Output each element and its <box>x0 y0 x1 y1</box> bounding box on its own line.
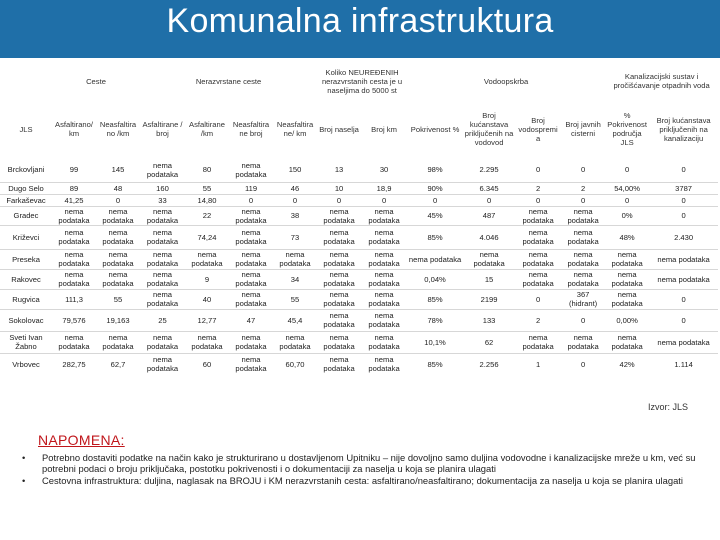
empty-header-cell <box>0 62 52 100</box>
table-cell: 2 <box>515 309 561 331</box>
table-cell: 0 <box>229 194 273 206</box>
table-cell: nema podataka <box>229 289 273 309</box>
table-cell: 10,1% <box>407 331 463 353</box>
table-row <box>0 353 718 375</box>
row-jls-name: Sveti Ivan Žabno <box>0 331 52 353</box>
table-cell: 367 (hidrant) <box>561 289 605 309</box>
table-cell: 90% <box>407 182 463 194</box>
row-jls-name: Rakovec <box>0 269 52 289</box>
table-cell: 33 <box>140 194 185 206</box>
table-cell: 111,3 <box>52 289 96 309</box>
table-cell: nema podataka <box>649 269 718 289</box>
table-cell: nema podataka <box>96 269 140 289</box>
table-cell: nema podataka <box>52 249 96 269</box>
table-cell: nema podataka <box>140 206 185 225</box>
table-cell: nema podataka <box>515 225 561 249</box>
col-neasfaltirane-km: Neasfaltira ne/ km <box>276 120 314 138</box>
table-cell: 18,9 <box>361 182 407 194</box>
table-cell: 48% <box>605 225 649 249</box>
table-cell: 0,04% <box>407 269 463 289</box>
table-cell: 62 <box>463 331 515 353</box>
table-cell: nema podataka <box>185 331 229 353</box>
table-cell: 119 <box>229 182 273 194</box>
table-cell: nema podataka <box>361 249 407 269</box>
row-jls-name: Rugvica <box>0 289 52 309</box>
table-cell: 47 <box>229 309 273 331</box>
row-jls-name: Farkaševac <box>0 194 52 206</box>
table-cell: 80 <box>202 165 212 175</box>
table-row <box>0 206 718 225</box>
row-jls-name: Preseka <box>0 249 52 269</box>
table-cell: nema podataka <box>649 331 718 353</box>
napomena-heading: NAPOMENA: <box>38 432 125 448</box>
table-cell: nema podataka <box>229 269 273 289</box>
table-cell: nema podataka <box>561 225 605 249</box>
table-cell: nema podataka <box>361 269 407 289</box>
group-neuredjene: Koliko NEUREĐENIH nerazvrstanih cesta je u naseljima do 5000 st <box>321 67 403 95</box>
col-jls: JLS <box>19 124 33 134</box>
row-jls-name: Brckovljani <box>7 165 45 175</box>
bullet-icon: • <box>22 452 26 463</box>
table-cell: 78% <box>407 309 463 331</box>
table-cell: 46 <box>273 182 317 194</box>
table-cell: 2199 <box>463 289 515 309</box>
table-cell: nema podataka <box>140 225 185 249</box>
table-row <box>0 309 718 331</box>
col-neasfaltirane-broj: Neasfaltira ne broj <box>232 120 270 138</box>
table-cell: 30 <box>379 165 389 175</box>
col-kucanstva-vodovod: Broj kućanstava priključenih na vodovod <box>464 111 514 147</box>
table-cell: 2 <box>561 182 605 194</box>
table-cell: 487 <box>463 206 515 225</box>
table-cell: 0 <box>407 194 463 206</box>
group-ceste: Ceste <box>86 76 106 86</box>
table-cell: 0 <box>649 206 718 225</box>
table-cell: 2.430 <box>649 225 718 249</box>
col-pokrivenost: Pokrivenost % <box>410 124 460 134</box>
table-cell: nema podataka <box>273 249 317 269</box>
table-cell: nema podataka <box>52 269 96 289</box>
table-row <box>0 331 718 353</box>
table-cell: 22 <box>185 206 229 225</box>
table-cell: nema podataka <box>140 249 185 269</box>
table-cell: nema podataka <box>235 160 267 179</box>
napomena-item <box>16 452 706 474</box>
infrastructure-table <box>0 62 718 375</box>
table-row <box>0 249 718 269</box>
table-cell: 2.256 <box>463 353 515 375</box>
table-cell: nema podataka <box>317 289 361 309</box>
table-row <box>0 182 718 194</box>
table-cell: 0 <box>561 194 605 206</box>
table-cell: nema podataka <box>317 331 361 353</box>
table-cell: nema podataka <box>561 269 605 289</box>
table-cell: 0 <box>535 165 541 175</box>
table-cell: nema podataka <box>140 269 185 289</box>
table-cell: nema podataka <box>185 249 229 269</box>
table-cell: 15 <box>463 269 515 289</box>
group-kanalizacija: Kanalizacijski sustav i pročišćavanje otpadnih voda <box>613 72 710 90</box>
table-row <box>0 289 718 309</box>
napomena-item-text: Potrebno dostaviti podatke na način kako je strukturirano u dostavljenom Upitniku – nije dovoljno samo duljina vodovodne i kanalizacijske mreže u km, već su potrebni podaci o broju priključaka, postotku pokrivenosti i o dokumentaciji za naselja u koja se planira ulagati <box>42 452 696 474</box>
table-cell: 55 <box>96 289 140 309</box>
table-cell: 55 <box>273 289 317 309</box>
table-cell: 55 <box>185 182 229 194</box>
table-cell: 60 <box>185 353 229 375</box>
col-pokrivenost-jls: % Pokrivenost područja JLS <box>607 111 647 147</box>
table-cell: nema podataka <box>407 249 463 269</box>
table-cell: 0 <box>561 309 605 331</box>
table-cell: nema podataka <box>515 331 561 353</box>
table-cell: 0 <box>649 309 718 331</box>
table-cell: 12,77 <box>185 309 229 331</box>
table-cell: nema podataka <box>361 309 407 331</box>
table-cell: 10 <box>317 182 361 194</box>
table-cell: nema podataka <box>561 206 605 225</box>
table-cell: nema podataka <box>229 331 273 353</box>
col-asfaltirane-broj: Asfaltirane / broj <box>142 120 183 138</box>
col-broj-naselja: Broj naselja <box>319 124 359 134</box>
table-cell: nema podataka <box>229 225 273 249</box>
table-cell: 45% <box>407 206 463 225</box>
table-cell: nema podataka <box>605 289 649 309</box>
table-cell: 0 <box>649 289 718 309</box>
table-cell: nema podataka <box>515 249 561 269</box>
table-cell: nema podataka <box>605 269 649 289</box>
table-cell: 0 <box>96 194 140 206</box>
table-cell: 42% <box>605 353 649 375</box>
table-cell: nema podataka <box>146 160 179 179</box>
table-cell: nema podataka <box>317 206 361 225</box>
table-cell: nema podataka <box>361 225 407 249</box>
table-cell: 0 <box>681 165 686 175</box>
napomena-item <box>16 475 706 486</box>
group-header-row <box>0 62 718 100</box>
table-cell: 0 <box>649 194 718 206</box>
table-cell: 85% <box>407 353 463 375</box>
row-jls-name: Dugo Selo <box>0 182 52 194</box>
col-asfaltirane-km: Asfaltirane /km <box>189 120 225 138</box>
table-row <box>0 269 718 289</box>
table-cell: 0 <box>515 194 561 206</box>
table-cell: nema podataka <box>649 249 718 269</box>
table-cell: nema podataka <box>515 269 561 289</box>
table-cell: 3787 <box>649 182 718 194</box>
table-cell: 0 <box>317 194 361 206</box>
table-cell: 145 <box>111 165 125 175</box>
table-cell: 282,75 <box>52 353 96 375</box>
col-vodospreme: Broj vodospremi a <box>518 115 558 143</box>
table-cell: 0 <box>605 194 649 206</box>
row-jls-name: Sokolovac <box>0 309 52 331</box>
table-cell: nema podataka <box>317 269 361 289</box>
table-cell: 40 <box>185 289 229 309</box>
table-cell: nema podataka <box>361 331 407 353</box>
table-cell: nema podataka <box>317 309 361 331</box>
table-cell: 54,00% <box>605 182 649 194</box>
table-cell: 2.295 <box>479 165 499 175</box>
table-cell: nema podataka <box>561 331 605 353</box>
table-cell: 48 <box>96 182 140 194</box>
source-note: Izvor: JLS <box>647 402 688 412</box>
table-cell: 19,163 <box>96 309 140 331</box>
table-cell: 74,24 <box>185 225 229 249</box>
table-cell: 73 <box>273 225 317 249</box>
table-cell: 85% <box>407 225 463 249</box>
table-cell: 85% <box>407 289 463 309</box>
table-cell: 13 <box>334 165 344 175</box>
table-cell: nema podataka <box>361 353 407 375</box>
table-cell: 2 <box>515 182 561 194</box>
napomena-list <box>16 452 706 487</box>
row-jls-name: Vrbovec <box>0 353 52 375</box>
table-cell: nema podataka <box>140 289 185 309</box>
col-ceste-neasfaltirano-km: Neasfaltira no /km <box>99 120 137 138</box>
table-cell: nema podataka <box>273 331 317 353</box>
table-cell: nema podataka <box>96 206 140 225</box>
table-cell: nema podataka <box>229 206 273 225</box>
table-cell: nema podataka <box>317 225 361 249</box>
column-header-row <box>0 100 718 158</box>
col-ceste-asfaltirano-km: Asfaltirano/ km <box>55 120 93 138</box>
table-cell: 14,80 <box>185 194 229 206</box>
table-body <box>0 158 718 375</box>
table-cell: 0 <box>361 194 407 206</box>
table-cell: 0 <box>580 165 586 175</box>
table-cell: 1.114 <box>649 353 718 375</box>
table-cell: 0 <box>515 289 561 309</box>
table-cell: 0 <box>624 165 630 175</box>
table-cell: 9 <box>185 269 229 289</box>
table-cell: 45,4 <box>273 309 317 331</box>
group-vodoopskrba: Vodoopskrba <box>483 76 529 86</box>
table-cell: 38 <box>273 206 317 225</box>
table-cell: nema podataka <box>317 249 361 269</box>
table-row <box>0 225 718 249</box>
table-cell: nema podataka <box>96 249 140 269</box>
table-cell: nema podataka <box>605 249 649 269</box>
table-row <box>0 194 718 206</box>
table-cell: nema podataka <box>96 331 140 353</box>
table-cell: 62,7 <box>96 353 140 375</box>
table-cell: 79,576 <box>52 309 96 331</box>
table-row <box>0 158 718 182</box>
table-cell: 0 <box>561 353 605 375</box>
table-cell: 60,70 <box>273 353 317 375</box>
napomena-item-text: Cestovna infrastruktura: duljina, naglasak na BROJU i KM nerazvrstanih cesta: asfaltirano/neasfaltirano; dokumentacija za naselja u koja se planira ulagati <box>42 475 683 486</box>
table-cell: nema podataka <box>605 331 649 353</box>
row-jls-name: Gradec <box>0 206 52 225</box>
table-cell: 41,25 <box>52 194 96 206</box>
col-broj-km: Broj km <box>371 124 397 134</box>
table-cell: 160 <box>140 182 185 194</box>
table-cell: nema podataka <box>515 206 561 225</box>
table-cell: nema podataka <box>229 249 273 269</box>
table-cell: nema podataka <box>140 331 185 353</box>
table-cell: nema podataka <box>561 249 605 269</box>
table-cell: nema podataka <box>96 225 140 249</box>
table-cell: 150 <box>288 165 302 175</box>
bullet-icon: • <box>22 475 26 486</box>
table-cell: nema podataka <box>52 331 96 353</box>
table-cell: nema podataka <box>229 353 273 375</box>
col-javne-cisterne: Broj javnih cisterni <box>565 120 601 138</box>
table-cell: nema podataka <box>463 249 515 269</box>
table-cell: nema podataka <box>361 206 407 225</box>
table-cell: 99 <box>69 165 79 175</box>
table-cell: 0,00% <box>605 309 649 331</box>
table-cell: nema podataka <box>52 225 96 249</box>
table-cell: nema podataka <box>140 353 185 375</box>
table-cell: nema podataka <box>52 206 96 225</box>
table-cell: 89 <box>52 182 96 194</box>
group-nerazvrstane: Nerazvrstane ceste <box>195 76 262 86</box>
table-cell: 4.046 <box>463 225 515 249</box>
table-cell: nema podataka <box>317 353 361 375</box>
table-cell: 0% <box>605 206 649 225</box>
table-cell: 34 <box>273 269 317 289</box>
table-cell: 133 <box>463 309 515 331</box>
row-jls-name: Križevci <box>0 225 52 249</box>
col-kucanstva-kanalizacija: Broj kućanstava priključenih na kanalizaciju <box>656 115 711 143</box>
table-cell: nema podataka <box>361 289 407 309</box>
page-title: Komunalna infrastruktura <box>166 2 554 40</box>
table-cell: 25 <box>140 309 185 331</box>
table-cell: 0 <box>463 194 515 206</box>
table-cell: 98% <box>427 165 443 175</box>
table-cell: 1 <box>515 353 561 375</box>
table-cell: 6.345 <box>463 182 515 194</box>
table-cell: 0 <box>273 194 317 206</box>
table-header <box>0 62 718 158</box>
